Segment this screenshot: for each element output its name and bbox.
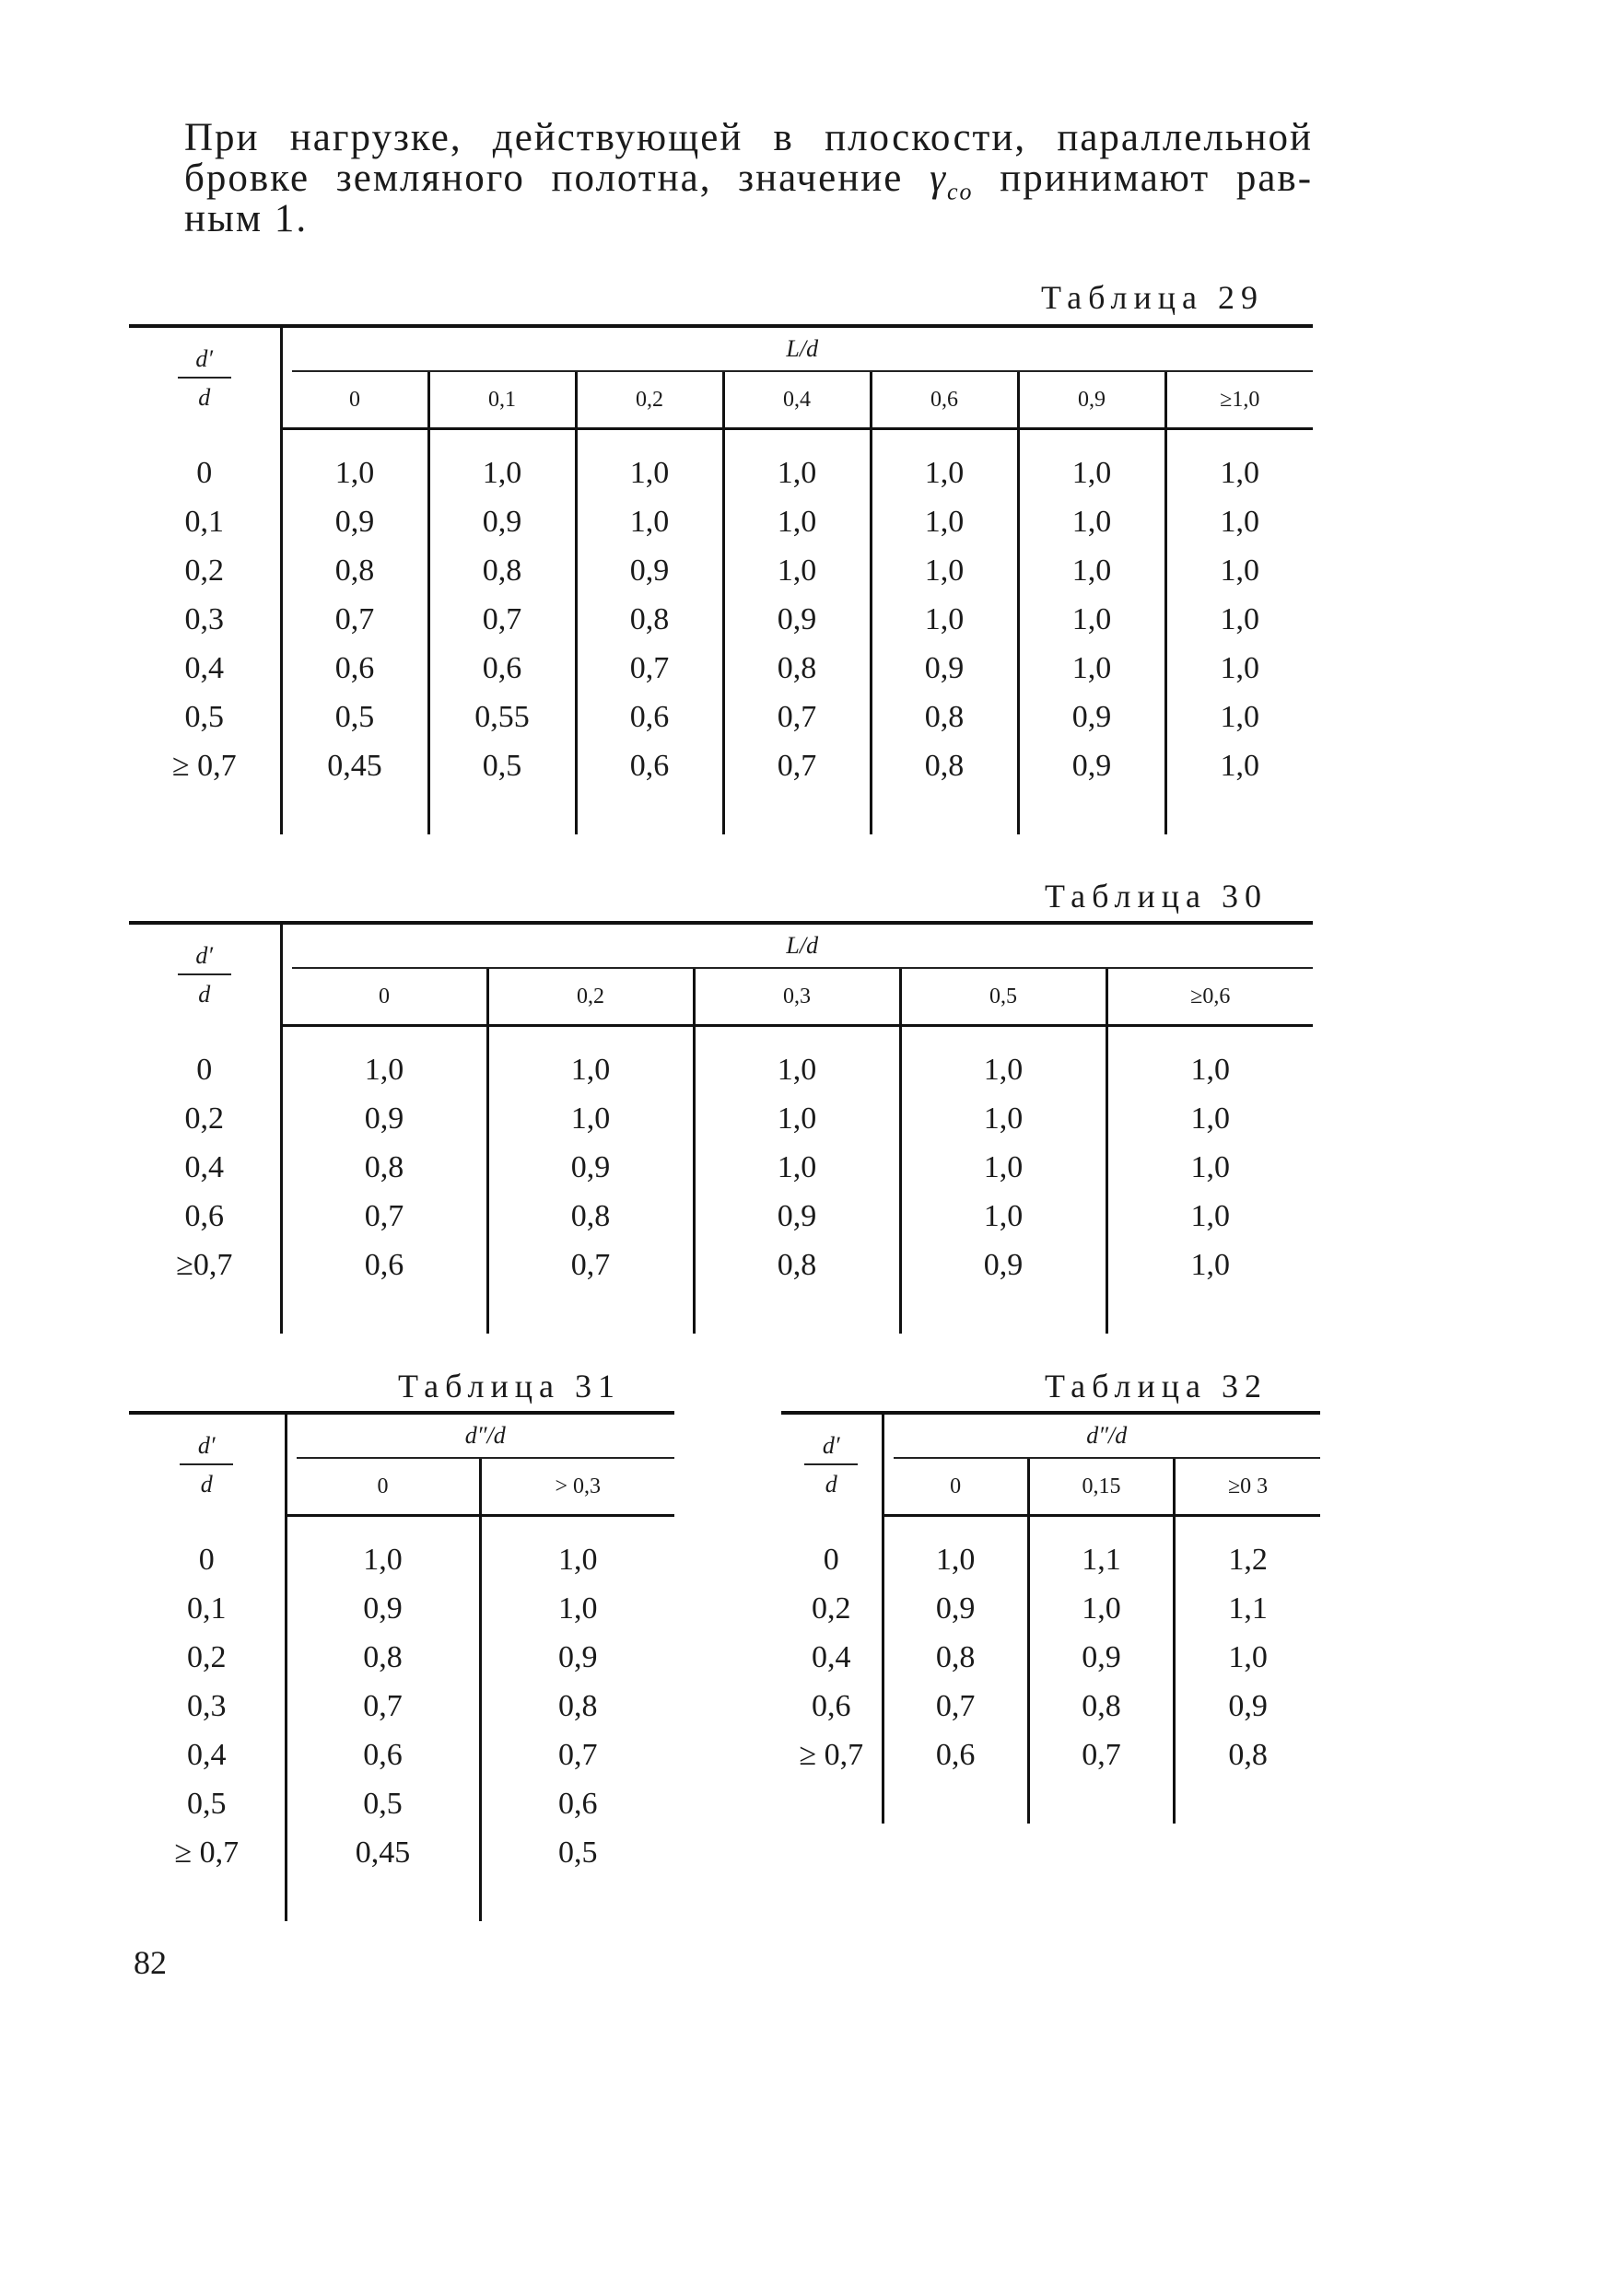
column-group-label: d″/d <box>894 1415 1321 1459</box>
row-label: ≥ 0,7 <box>171 748 237 783</box>
row-label: 0,2 <box>812 1591 851 1626</box>
table-cell: 0,9 <box>1018 741 1165 790</box>
row-label: 0,1 <box>184 504 224 539</box>
table-cell: 1,0 <box>1165 595 1313 644</box>
table-cell: 1,0 <box>428 449 576 497</box>
table-cell: 0,7 <box>286 1682 480 1731</box>
table-row <box>781 1584 1320 1633</box>
row-header-fraction <box>129 328 281 429</box>
fraction-numerator: d′ <box>195 941 214 969</box>
fraction-numerator: d′ <box>195 344 214 372</box>
column-group-header <box>281 925 1313 969</box>
fraction-numerator: d′ <box>197 1431 216 1459</box>
fraction-bar <box>180 1463 233 1465</box>
table-cell: 0,6 <box>480 1779 674 1828</box>
table-cell: 1,0 <box>281 1045 487 1094</box>
row-label: 0 <box>196 1052 213 1087</box>
table-cell: 0,8 <box>281 1143 487 1192</box>
page-number: 82 <box>134 1944 167 1981</box>
table-cell: 1,0 <box>1165 693 1313 741</box>
table29 <box>129 324 1313 834</box>
table-cell: 1,0 <box>723 497 871 546</box>
table-cell: 0,9 <box>1018 693 1165 741</box>
table-cell: 0,8 <box>1175 1731 1320 1779</box>
table-cell: 1,0 <box>900 1045 1106 1094</box>
row-label: 0,4 <box>187 1737 227 1772</box>
table-row <box>129 449 1313 497</box>
table29-header <box>129 326 1313 429</box>
table-row <box>129 693 1313 741</box>
row-label: 0,4 <box>184 1149 224 1184</box>
fraction-denominator: d <box>198 980 211 1008</box>
column-header: ≥1,0 <box>1165 372 1313 429</box>
table-cell: 0,5 <box>480 1828 674 1877</box>
fraction-denominator: d <box>825 1470 837 1498</box>
table-row <box>129 1192 1313 1241</box>
row-label: 0 <box>196 455 213 490</box>
column-header: 0,6 <box>871 372 1018 429</box>
table-row <box>129 1633 674 1682</box>
table-row <box>129 1143 1313 1192</box>
table-cell: 0,5 <box>428 741 576 790</box>
table-cell: 1,0 <box>281 449 428 497</box>
table29-caption: Таблица 29 <box>1041 279 1264 316</box>
table30-header <box>129 923 1313 1026</box>
table-cell: 1,0 <box>487 1094 694 1143</box>
table-cell: 0,9 <box>900 1241 1106 1289</box>
table-cell: 0,6 <box>286 1731 480 1779</box>
table-row <box>129 546 1313 595</box>
fraction-denominator: d <box>198 383 211 411</box>
fraction-bar <box>804 1463 858 1465</box>
table-row <box>129 1241 1313 1289</box>
table-row <box>129 1779 674 1828</box>
table-cell: 1,0 <box>576 449 723 497</box>
table31-header <box>129 1413 674 1516</box>
table31-body <box>129 1516 674 1922</box>
table-cell: 0,9 <box>723 595 871 644</box>
table-cell: 1,0 <box>871 497 1018 546</box>
table-cell: 1,0 <box>1175 1633 1320 1682</box>
row-label: 0,6 <box>184 1198 224 1233</box>
row-label: 0,5 <box>184 699 224 734</box>
table32-header <box>781 1413 1320 1516</box>
table-cell: 0,6 <box>281 644 428 693</box>
column-header: 0,2 <box>576 372 723 429</box>
column-group-header <box>883 1415 1320 1459</box>
table-row <box>129 595 1313 644</box>
table-cell: 1,0 <box>576 497 723 546</box>
column-group-label: L/d <box>292 328 1314 372</box>
row-label: 0,2 <box>187 1639 227 1674</box>
table32 <box>781 1411 1320 1824</box>
table-cell: 0,9 <box>480 1633 674 1682</box>
table31-caption: Таблица 31 <box>398 1368 621 1404</box>
table-cell: 1,0 <box>1018 644 1165 693</box>
table-row <box>129 1045 1313 1094</box>
table-cell: 1,1 <box>1028 1535 1174 1584</box>
table-cell: 1,0 <box>1165 741 1313 790</box>
table-cell: 1,0 <box>694 1143 900 1192</box>
row-label: 0 <box>198 1542 215 1577</box>
table-cell: 0,7 <box>281 595 428 644</box>
table-cell: 0,8 <box>281 546 428 595</box>
column-header: 0,2 <box>487 969 694 1026</box>
table-cell: 0,7 <box>480 1731 674 1779</box>
table-cell: 1,0 <box>1018 497 1165 546</box>
table-cell: 0,7 <box>883 1682 1028 1731</box>
table-cell: 1,0 <box>871 595 1018 644</box>
column-group-header <box>281 328 1313 372</box>
table-cell: 1,0 <box>883 1535 1028 1584</box>
row-header-fraction <box>129 1415 286 1516</box>
column-header: 0 <box>281 969 487 1026</box>
table-row <box>129 644 1313 693</box>
paragraph-line-3: ным 1. <box>184 197 309 240</box>
paragraph-line-2-start: бровке земляного полотна, значение <box>184 157 904 200</box>
row-label: ≥0,7 <box>176 1247 233 1282</box>
table-cell: 0,55 <box>428 693 576 741</box>
column-header: 0 <box>883 1459 1028 1516</box>
table-cell: 1,0 <box>1018 546 1165 595</box>
table-cell: 1,0 <box>871 546 1018 595</box>
row-header-fraction <box>129 925 281 1026</box>
row-label: 0,4 <box>812 1639 851 1674</box>
table-row <box>129 1731 674 1779</box>
row-label: 0 <box>823 1542 839 1577</box>
table-cell: 1,0 <box>1106 1045 1313 1094</box>
table-cell: 0,9 <box>694 1192 900 1241</box>
table-cell: 1,0 <box>480 1584 674 1633</box>
column-header: 0 <box>286 1459 480 1516</box>
table-cell: 0,7 <box>281 1192 487 1241</box>
column-header: 0,3 <box>694 969 900 1026</box>
table-cell: 1,0 <box>723 449 871 497</box>
gamma-coefficient <box>930 157 974 205</box>
table-cell: 1,0 <box>900 1192 1106 1241</box>
column-header: 0 <box>281 372 428 429</box>
table-cell: 0,8 <box>871 741 1018 790</box>
table-cell: 0,9 <box>281 1094 487 1143</box>
intro-paragraph <box>184 118 1313 239</box>
table-cell: 0,8 <box>487 1192 694 1241</box>
table-cell: 1,0 <box>694 1045 900 1094</box>
table32-caption: Таблица 32 <box>1045 1368 1268 1404</box>
table-cell: 0,7 <box>723 693 871 741</box>
table-cell: 1,0 <box>1018 595 1165 644</box>
table-row <box>129 741 1313 790</box>
table-cell: 0,7 <box>487 1241 694 1289</box>
table-cell: 0,8 <box>286 1633 480 1682</box>
table-cell: 0,9 <box>1175 1682 1320 1731</box>
fraction-denominator: d <box>200 1470 213 1498</box>
row-label: 0,3 <box>184 601 224 636</box>
table30 <box>129 921 1313 1334</box>
column-header: 0,15 <box>1028 1459 1174 1516</box>
table-cell: 1,0 <box>480 1535 674 1584</box>
table-cell: 1,0 <box>1106 1143 1313 1192</box>
table-cell: 0,9 <box>576 546 723 595</box>
table-cell: 1,0 <box>1165 644 1313 693</box>
table-cell: 0,8 <box>694 1241 900 1289</box>
paragraph-line-2-end: принимают рав- <box>1000 157 1314 200</box>
table-cell: 0,9 <box>883 1584 1028 1633</box>
table-row <box>129 497 1313 546</box>
table-cell: 1,2 <box>1175 1535 1320 1584</box>
column-header: > 0,3 <box>480 1459 674 1516</box>
table32-body <box>781 1516 1320 1824</box>
table-cell: 0,8 <box>723 644 871 693</box>
table-row <box>781 1535 1320 1584</box>
table-cell: 1,0 <box>1165 497 1313 546</box>
table-row <box>781 1731 1320 1779</box>
table31 <box>129 1411 674 1921</box>
row-label: 0,2 <box>184 1101 224 1136</box>
row-label: 0,5 <box>187 1786 227 1821</box>
table-row <box>129 1828 674 1877</box>
table-cell: 0,7 <box>428 595 576 644</box>
table-cell: 0,5 <box>281 693 428 741</box>
column-header: 0,1 <box>428 372 576 429</box>
table-cell: 1,0 <box>1028 1584 1174 1633</box>
table-cell: 0,5 <box>286 1779 480 1828</box>
row-header-fraction <box>781 1415 883 1516</box>
column-header: 0,4 <box>723 372 871 429</box>
column-header: 0,9 <box>1018 372 1165 429</box>
table-cell: 1,0 <box>1165 546 1313 595</box>
table-row <box>781 1633 1320 1682</box>
table-cell: 0,9 <box>1028 1633 1174 1682</box>
column-header: ≥0 3 <box>1175 1459 1320 1516</box>
table-cell: 0,6 <box>883 1731 1028 1779</box>
column-group-header <box>286 1415 674 1459</box>
table-cell: 0,9 <box>428 497 576 546</box>
row-label: 0,4 <box>184 650 224 685</box>
table-row <box>129 1682 674 1731</box>
table-row <box>129 1535 674 1584</box>
row-label: 0,3 <box>187 1688 227 1723</box>
table-cell: 1,0 <box>900 1094 1106 1143</box>
table-cell: 1,0 <box>1106 1241 1313 1289</box>
table-cell: 0,9 <box>487 1143 694 1192</box>
table-cell: 0,6 <box>281 1241 487 1289</box>
row-label: 0,1 <box>187 1591 227 1626</box>
table-cell: 0,8 <box>428 546 576 595</box>
table-cell: 0,7 <box>1028 1731 1174 1779</box>
table-cell: 0,8 <box>576 595 723 644</box>
column-group-label: d″/d <box>297 1415 675 1459</box>
table-cell: 1,0 <box>871 449 1018 497</box>
table-cell: 1,0 <box>694 1094 900 1143</box>
paragraph-line-1: При нагрузке, действующей в плоскости, параллельной <box>184 116 1313 159</box>
table-cell: 0,9 <box>281 497 428 546</box>
row-label: 0,2 <box>184 553 224 588</box>
row-label: ≥ 0,7 <box>799 1737 864 1772</box>
table-cell: 1,0 <box>286 1535 480 1584</box>
table-cell: 0,7 <box>576 644 723 693</box>
fraction-bar <box>178 377 231 379</box>
column-header: ≥0,6 <box>1106 969 1313 1026</box>
table-row <box>129 1094 1313 1143</box>
gamma-subscript: co <box>947 178 974 205</box>
table-cell: 0,8 <box>871 693 1018 741</box>
table-cell: 0,45 <box>286 1828 480 1877</box>
table30-caption: Таблица 30 <box>1045 878 1268 915</box>
table-cell: 0,7 <box>723 741 871 790</box>
table-cell: 0,6 <box>576 693 723 741</box>
gamma-symbol: γ <box>930 157 948 200</box>
table-cell: 0,8 <box>883 1633 1028 1682</box>
fraction-bar <box>178 973 231 975</box>
table-cell: 0,8 <box>480 1682 674 1731</box>
table-cell: 0,8 <box>1028 1682 1174 1731</box>
table-cell: 1,0 <box>900 1143 1106 1192</box>
table-cell: 1,0 <box>1106 1094 1313 1143</box>
table-cell: 1,0 <box>723 546 871 595</box>
row-label: 0,6 <box>812 1688 851 1723</box>
table30-body <box>129 1026 1313 1334</box>
table-row <box>781 1682 1320 1731</box>
table-row <box>129 1584 674 1633</box>
column-header: 0,5 <box>900 969 1106 1026</box>
table-cell: 0,6 <box>576 741 723 790</box>
table-cell: 1,0 <box>1165 449 1313 497</box>
table-cell: 0,6 <box>428 644 576 693</box>
table-cell: 1,0 <box>487 1045 694 1094</box>
fraction-numerator: d′ <box>822 1431 840 1459</box>
table-cell: 1,0 <box>1018 449 1165 497</box>
row-label: ≥ 0,7 <box>174 1835 240 1870</box>
table29-body <box>129 429 1313 835</box>
table-cell: 0,9 <box>871 644 1018 693</box>
table-cell: 0,9 <box>286 1584 480 1633</box>
table-cell: 1,1 <box>1175 1584 1320 1633</box>
paragraph-line-2 <box>184 157 1314 205</box>
table-cell: 1,0 <box>1106 1192 1313 1241</box>
column-group-label: L/d <box>292 925 1314 969</box>
table-cell: 0,45 <box>281 741 428 790</box>
